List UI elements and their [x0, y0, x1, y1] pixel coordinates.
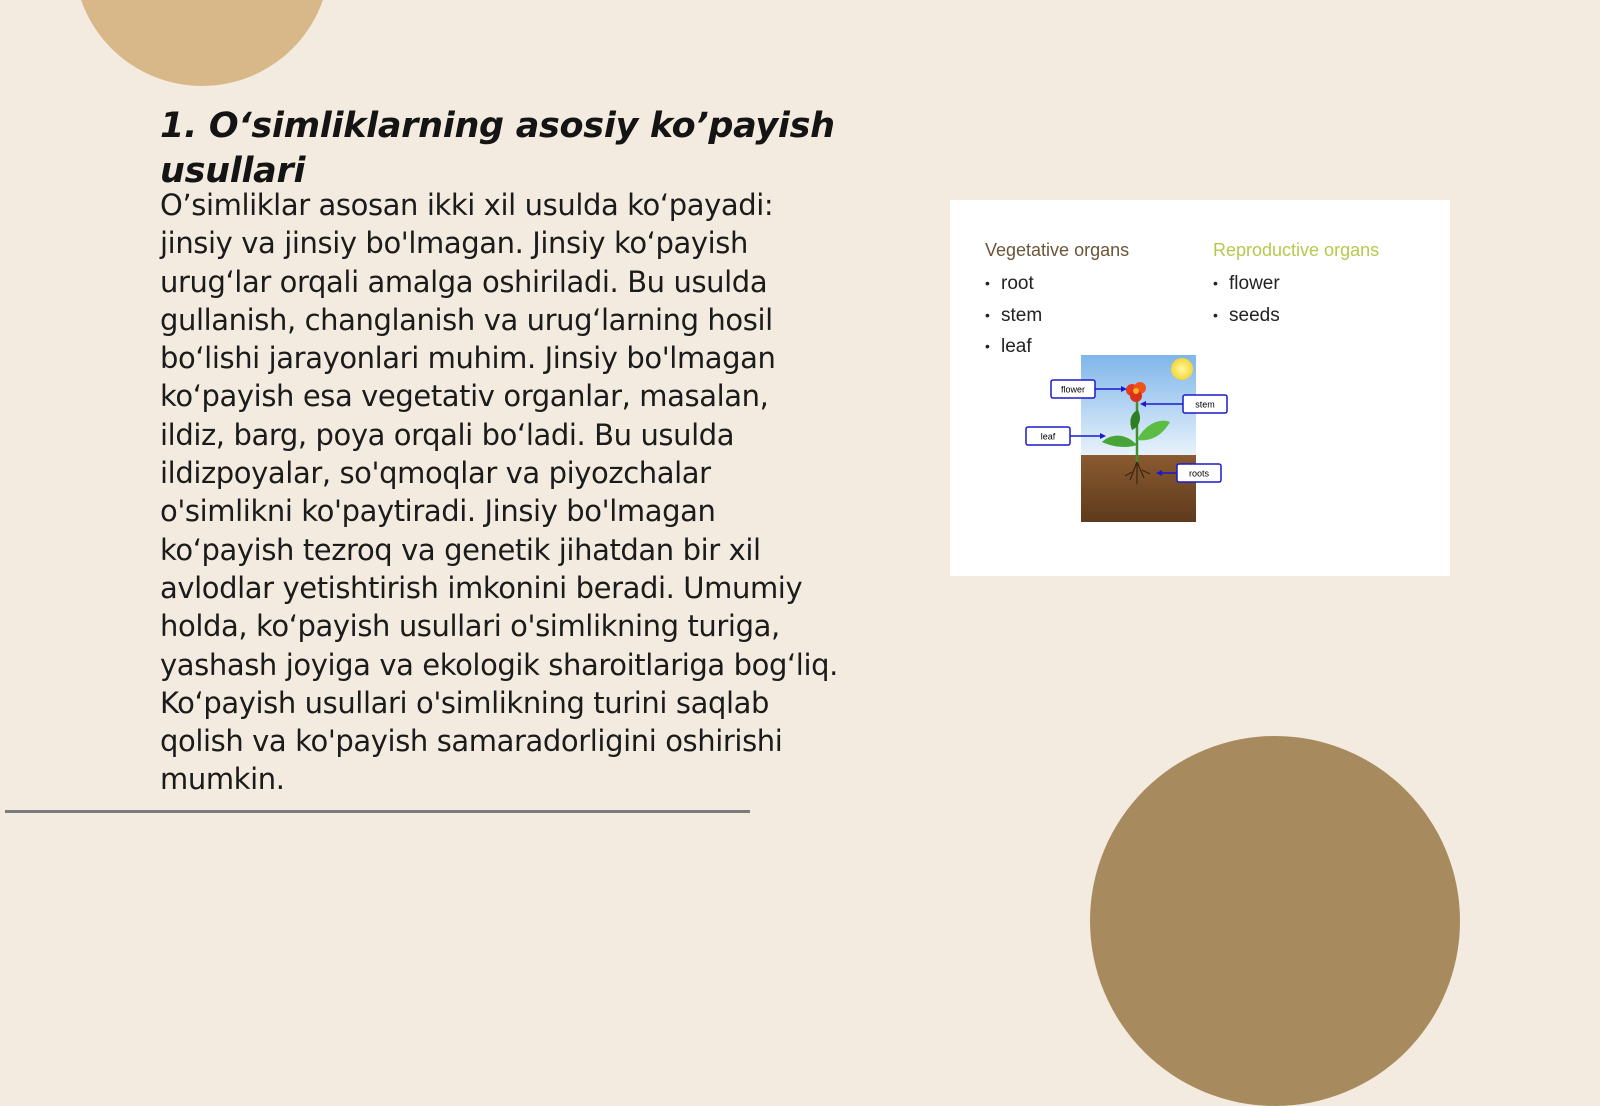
list-item — [1213, 268, 1280, 300]
slide-title: 1. O‘simliklarning asosiy ko’payish usullari — [160, 106, 835, 191]
list-item — [1213, 300, 1280, 332]
organ-label: root — [1001, 273, 1034, 294]
flower-label: flower — [1060, 384, 1086, 395]
bullet-icon: • — [985, 338, 990, 354]
bullet-icon: • — [985, 275, 990, 291]
organ-label: flower — [1229, 273, 1280, 294]
list-item — [985, 331, 1042, 363]
bullet-icon: • — [985, 306, 990, 323]
roots-label: roots — [1188, 468, 1210, 479]
vegetative-organs-list — [985, 268, 1042, 363]
list-item — [985, 268, 1042, 300]
decorative-circle-bottom — [1090, 736, 1460, 1106]
bullet-icon: • — [1213, 306, 1218, 323]
slide-body-text: O’simliklar asosan ikki xil usulda ko‘payadi: jinsiy va jinsiy bo'lmagan. Jinsiy ko‘payish urug‘lar orqali amalga oshiriladi. Bu usulda gullanish, changlanish va urug‘larning hosil bo‘lishi jarayonlari muhim. Jinsiy bo'lmagan ko‘payish esa vegetativ organlar, masalan, ildiz, barg, poya orqali bo‘ladi. Bu usulda ildizpoyalar, so'qmoqlar va piyozchalar o'simlikni ko'paytiradi. Jinsiy bo'lmagan ko‘payish tezroq va genetik jihatdan bir xil avlodlar yetishtirish imkonini beradi. Umumiy holda, ko‘payish usullari o'simlikning turiga, yashash joyiga va ekologik sharoitlariga bog‘liq. Ko‘payish usullari o'simlikning turini saqlab qolish va ko'payish samaradorligini oshirishi mumkin. — [160, 188, 838, 797]
plant-diagram — [1040, 350, 1290, 530]
reproductive-organs-list — [1213, 268, 1280, 331]
divider-line — [5, 810, 750, 813]
list-item — [985, 300, 1042, 332]
organ-label: stem — [1001, 304, 1043, 326]
decorative-circle-top — [74, 0, 330, 86]
stem-label: stem — [1195, 399, 1215, 410]
bullet-icon: • — [1213, 275, 1218, 291]
organ-label: seeds — [1229, 304, 1280, 326]
organ-label: leaf — [1001, 336, 1032, 357]
sun-icon — [1171, 358, 1193, 380]
vegetative-organs-heading: Vegetative organs — [985, 240, 1130, 260]
plant-organs-figure — [950, 200, 1450, 576]
reproductive-organs-heading: Reproductive organs — [1213, 240, 1380, 260]
leaf-label: leaf — [1040, 431, 1056, 442]
